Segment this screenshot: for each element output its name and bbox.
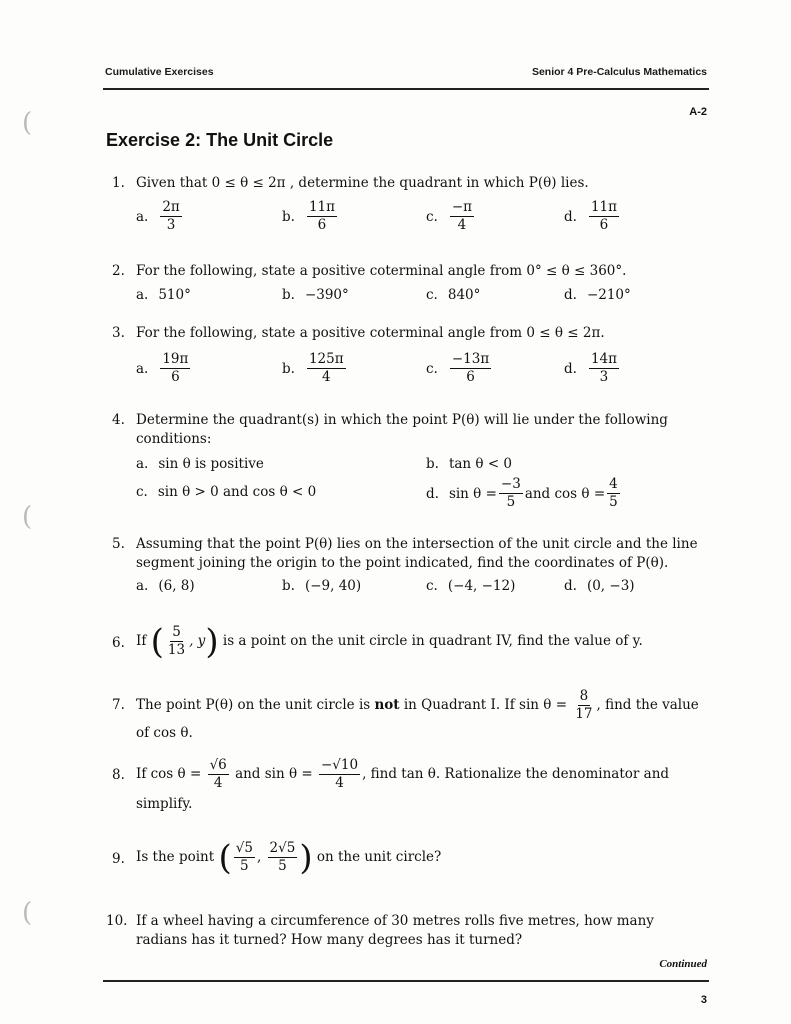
question-3 bbox=[112, 324, 712, 343]
option-d: d. sin θ = $\frac{-3}{5}$ and cos θ = $\frac{4}{5}$ bbox=[426, 476, 618, 510]
option-b: b. −390° bbox=[282, 287, 349, 303]
option-c: c. 840° bbox=[426, 287, 481, 303]
header-section-title: Cumulative Exercises bbox=[105, 66, 214, 78]
question-number: 3. bbox=[112, 325, 125, 341]
question-2 bbox=[112, 262, 712, 281]
option-c: c. $\frac{-\pi}{4}$ bbox=[426, 199, 473, 233]
binder-hole-mark: ( bbox=[22, 502, 33, 532]
question-number: 5. bbox=[112, 536, 125, 552]
binder-hole-mark: ( bbox=[22, 108, 33, 138]
option-d: d. $\frac{11\pi}{6}$ bbox=[564, 199, 617, 233]
option-b: b. tan θ < 0 bbox=[426, 456, 513, 472]
question-5-options bbox=[136, 578, 716, 618]
question-9: 9. Is the point ( $\frac{√5}{5}$ , $\frac{2√5}{5}$ ) on the unit circle? bbox=[112, 837, 442, 878]
option-c: c. $\frac{-13\pi}{6}$ bbox=[426, 351, 490, 385]
question-2-options bbox=[136, 287, 716, 327]
header-course-title: Senior 4 Pre-Calculus Mathematics bbox=[531, 66, 707, 78]
question-text: For the following, state a positive coterminal angle from 0° ≤ θ ≤ 360°. bbox=[136, 263, 627, 279]
question-6: 6. If ( $\frac{5}{13}$ , y ) is a point on the unit circle in quadrant IV, find the value of y. bbox=[112, 621, 643, 662]
question-1 bbox=[112, 174, 712, 193]
option-a: a. $\frac{2\pi}{3}$ bbox=[136, 199, 180, 233]
continued-label: Continued bbox=[659, 958, 707, 970]
option-c: c. (−4, −12) bbox=[426, 578, 516, 594]
option-b: b. $\frac{11\pi}{6}$ bbox=[282, 199, 335, 233]
question-text: Determine the quadrant(s) in which the point P(θ) will lie under the following conditions: bbox=[136, 412, 668, 447]
question-3-options bbox=[136, 351, 716, 391]
question-number: 1. bbox=[112, 175, 125, 191]
question-text: For the following, state a positive coterminal angle from 0 ≤ θ ≤ 2π. bbox=[136, 325, 605, 341]
question-number: 2. bbox=[112, 263, 125, 279]
question-text: Assuming that the point P(θ) lies on the intersection of the unit circle and the line segment joining the origin to the point indicated, find the coordinates of P(θ). bbox=[136, 536, 698, 571]
page-id: A-2 bbox=[689, 106, 707, 118]
question-number: 6. bbox=[112, 635, 125, 651]
question-number: 9. bbox=[112, 851, 125, 867]
question-1-options bbox=[136, 199, 716, 239]
question-7: 7. The point P(θ) on the unit circle is not in Quadrant I. If sin θ = $\frac{8}{17}$ , find the value of cos θ. bbox=[112, 688, 699, 741]
question-text: Given that 0 ≤ θ ≤ 2π , determine the quadrant in which P(θ) lies. bbox=[136, 175, 589, 191]
option-c: c. sin θ > 0 and cos θ < 0 bbox=[136, 484, 317, 500]
header-rule bbox=[103, 88, 709, 90]
option-b: b. $\frac{125\pi}{4}$ bbox=[282, 351, 344, 385]
question-number: 8. bbox=[112, 767, 125, 783]
option-d: d. $\frac{14\pi}{3}$ bbox=[564, 351, 617, 385]
page-number: 3 bbox=[700, 994, 707, 1006]
question-number: 4. bbox=[112, 412, 125, 428]
question-10 bbox=[106, 912, 706, 950]
question-text: If a wheel having a circumference of 30 metres rolls five metres, how many radians has it turned? How many degrees has it turned? bbox=[136, 913, 654, 948]
question-4-options-row2 bbox=[136, 476, 716, 516]
exercise-title: Exercise 2: The Unit Circle bbox=[106, 130, 334, 150]
option-a: a. (6, 8) bbox=[136, 578, 195, 594]
option-b: b. (−9, 40) bbox=[282, 578, 362, 594]
question-number: 10. bbox=[106, 913, 128, 929]
question-8: 8. If cos θ = $\frac{√6}{4}$ and sin θ = $\frac{-√10}{4}$ , find tan θ. Rationalize the denominator and simplify. bbox=[112, 757, 670, 812]
option-d: d. −210° bbox=[564, 287, 631, 303]
question-number: 7. bbox=[112, 697, 125, 713]
option-a: a. 510° bbox=[136, 287, 191, 303]
option-a: a. $\frac{19\pi}{6}$ bbox=[136, 351, 189, 385]
option-d: d. (0, −3) bbox=[564, 578, 635, 594]
footer-rule bbox=[103, 980, 709, 982]
question-5 bbox=[112, 535, 712, 573]
binder-hole-mark: ( bbox=[22, 898, 33, 928]
option-a: a. sin θ is positive bbox=[136, 456, 264, 472]
question-4 bbox=[112, 411, 712, 449]
